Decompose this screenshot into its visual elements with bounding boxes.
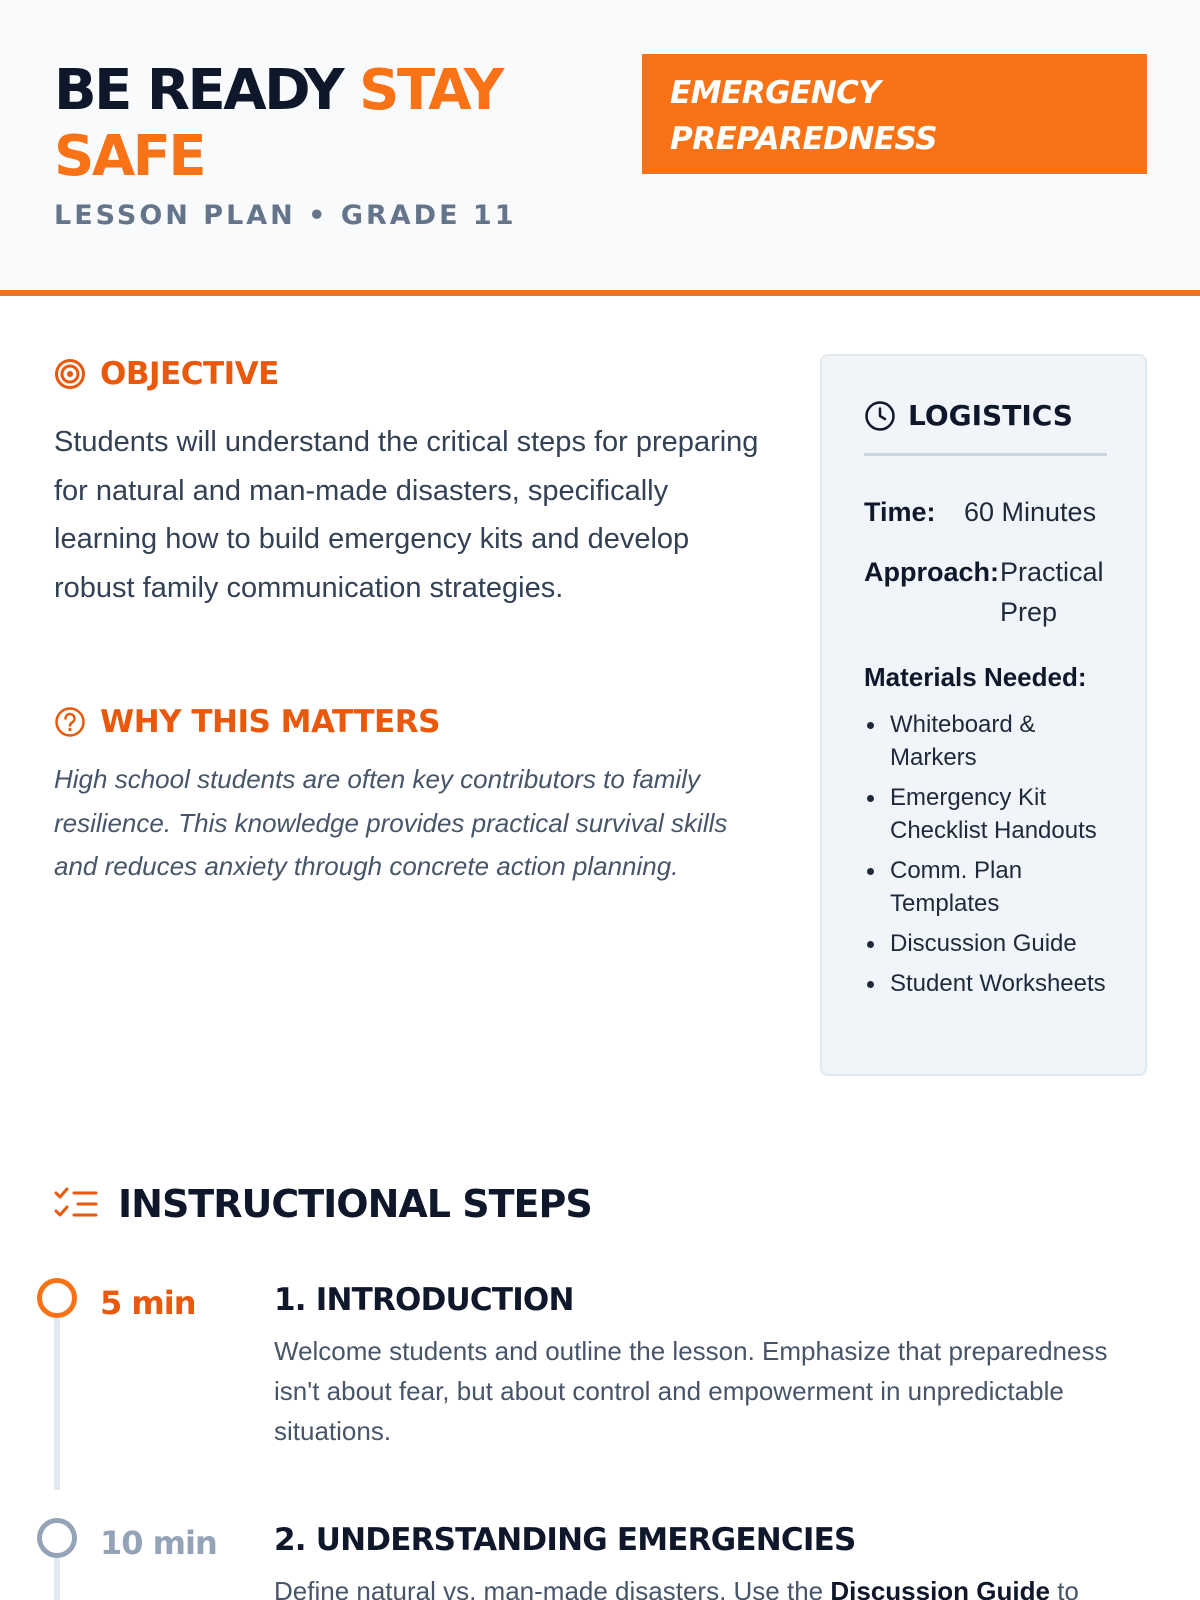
why-text: High school students are often key contributors to family resilience. This knowledge provides practical survival skills and reduces anxiety through concrete action planning. xyxy=(54,764,728,881)
clock-icon xyxy=(864,400,896,432)
why-heading-label: WHY THIS MATTERS xyxy=(100,704,440,740)
time-row xyxy=(864,492,1096,532)
topic-badge xyxy=(642,54,1147,174)
approach-row xyxy=(864,552,1118,632)
logistics-heading-label: LOGISTICS xyxy=(908,399,1073,432)
steps-heading xyxy=(54,1182,592,1226)
step-description xyxy=(274,1571,1154,1600)
approach-value: Practical Prep xyxy=(1000,557,1104,627)
page-title xyxy=(54,58,614,190)
list-item: Whiteboard & Markers xyxy=(864,708,1114,774)
step-time: 10 min xyxy=(100,1524,217,1562)
timeline-line xyxy=(54,1300,60,1490)
materials-list xyxy=(864,708,1114,1007)
list-item: Emergency Kit Checklist Handouts xyxy=(864,781,1114,847)
title-accent-part: STAY SAFE xyxy=(54,58,502,189)
step-time: 5 min xyxy=(100,1284,196,1322)
materials-label: Materials Needed: xyxy=(864,662,1087,692)
step-marker xyxy=(37,1518,77,1558)
checklist-icon xyxy=(54,1186,98,1222)
badge-line-1: EMERGENCY xyxy=(670,75,881,111)
list-item: Discussion Guide xyxy=(864,927,1114,960)
list-item: Student Worksheets xyxy=(864,967,1114,1000)
step-desc-bold: Discussion Guide xyxy=(830,1576,1050,1600)
question-circle-icon xyxy=(54,706,86,738)
step-description: Welcome students and outline the lesson. Emphasize that preparedness isn't about fear, but about control and empowerment in unpredictable situations. xyxy=(274,1336,1108,1446)
step-desc-prefix: Define natural vs. man-made disasters. Use the xyxy=(274,1576,831,1600)
approach-label: Approach: xyxy=(864,557,999,587)
time-label: Time: xyxy=(864,497,936,527)
objective-heading-label: OBJECTIVE xyxy=(100,356,279,392)
target-icon xyxy=(54,358,86,390)
logistics-card xyxy=(820,354,1147,1076)
steps-heading-label: INSTRUCTIONAL STEPS xyxy=(118,1182,592,1226)
logistics-heading xyxy=(864,398,1107,456)
step-desc-suffix: to xyxy=(1049,1576,1079,1600)
step-marker-active xyxy=(37,1278,77,1318)
step-title: 1. INTRODUCTION xyxy=(274,1282,574,1318)
badge-line-2: PREPAREDNESS xyxy=(670,121,938,157)
why-heading xyxy=(54,704,440,740)
step-title: 2. UNDERSTANDING EMERGENCIES xyxy=(274,1522,856,1558)
time-value: 60 Minutes xyxy=(964,497,1097,527)
list-item: Comm. Plan Templates xyxy=(864,854,1114,920)
objective-text: Students will understand the critical steps for preparing for natural and man-made disasters, specifically learning how to build emergency kits and develop robust family communication strategies. xyxy=(54,426,759,604)
page-header xyxy=(0,0,1200,296)
objective-heading xyxy=(54,356,279,392)
page-subtitle: LESSON PLAN • GRADE 11 xyxy=(54,200,517,231)
title-dark-part: BE READY xyxy=(54,58,360,123)
